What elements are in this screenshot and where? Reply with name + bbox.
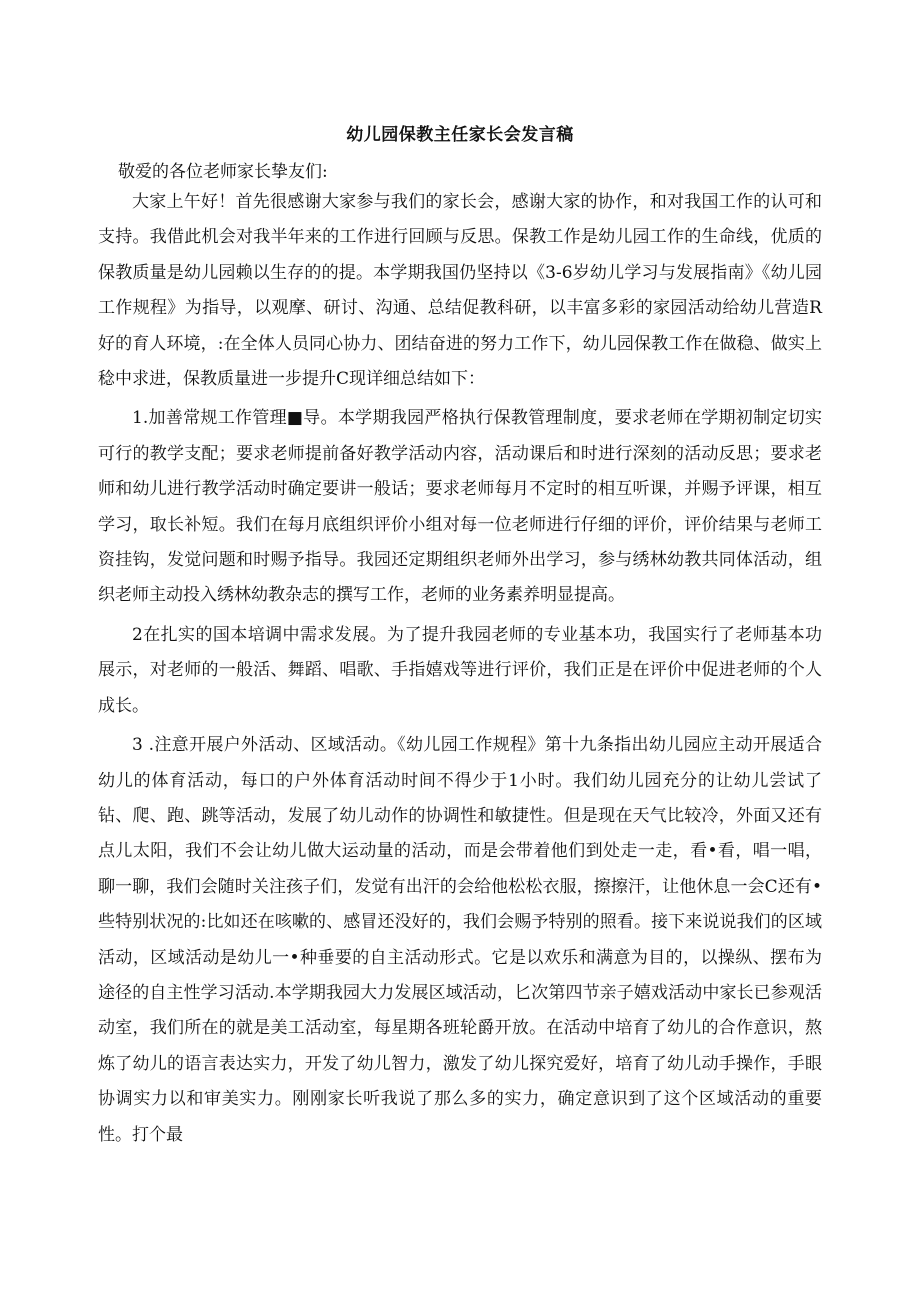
paragraph-section-1: 1.加善常规工作管理■导。本学期我园严格执行保教管理制度，要求老师在学期初制定切实可行的教学支配；要求老师提前备好教学活动内容，活动课后和时进行深刻的活动反思；要求老师和幼儿进行教学活动时确定要讲一般话；要求老师每月不定时的相互听课，并赐予评课，相互学习，取长补短。我们在每月底组织评价小组对每一位老师进行仔细的评价，评价结果与老师工资挂钩，发觉问题和时赐予指导。我园还定期组织老师外出学习，参与绣林幼教共同体活动，组织老师主动投入绣林幼教杂志的撰写工作，老师的业务素养明显提高。 (98, 408, 822, 606)
paragraph-section-3: 3 .注意开展户外活动、区域活动。《幼儿园工作规程》第十九条指出幼儿园应主动开展适合幼儿的体育活动，每口的户外体育活动时间不得少于1小时。我们幼儿园充分的让幼儿尝试了钻、爬、跑、跳等活动，发展了幼儿动作的协调性和敏捷性。但是现在天气比较冷，外面又还有点儿太阳，我们不会让幼儿做大运动量的活动，而是会带着他们到处走一走，看•看，唱一唱，聊一聊，我们会随时关注孩子们，发觉有出汗的会给他松松衣服，擦擦汗，让他休息一会C还有•些特别状况的:比如还在咳嗽的、感冒还没好的，我们会赐予特别的照看。接下来说说我们的区域活动，区域活动是幼儿一•种垂要的自主活动形式。它是以欢乐和满意为目的，以操纵、摆布为途径的自主性学习活动.本学期我园大力发展区域活动，匕次第四节亲子嬉戏活动中家长已参观活动室，我们所在的就是美工活动室，每星期各班轮爵开放。在活动中培育了幼儿的合作意识，熬炼了幼儿的语言表达实力，开发了幼儿智力，激发了幼儿探究爱好，培育了幼儿动手操作，手眼协调实力以和审美实力。刚刚家长听我说了那么多的实力，确定意识到了这个区域活动的重要性。打个最 (98, 735, 822, 1145)
greeting-line: 敬爱的各位老师家长挚友们: (118, 162, 328, 182)
document-title: 幼儿园保教主任家长会发言稿 (346, 125, 574, 145)
document-body (98, 185, 822, 1153)
paragraph-intro: 大家上午好！首先很感谢大家参与我们的家长会，感谢大家的协作，和对我国工作的认可和支持。我借此机会对我半年来的工作进行回顾与反思。保教工作是幼儿园工作的生命线，优质的保教质量是幼儿园赖以生存的的提。本学期我国仍坚持以《3-6岁幼儿学习与发展指南》《幼儿园工作规程》为指导，以观摩、研讨、沟通、总结促教科研，以丰富多彩的家园活动给幼儿营造R好的育人环境，:在全体人员同心协力、团结奋进的努力工作下，幼儿园保教工作在做稳、做实上稔中求进，保教质量进一步提升C现详细总结如下： (98, 192, 822, 390)
paragraph-section-2: 2在扎实的国本培调中需求发展。为了提升我园老师的专业基本功，我国实行了老师基本功展示，对老师的一般活、舞蹈、唱歌、手指嬉戏等进行评价，我们正是在评价中促进老师的个人成长。 (98, 624, 822, 716)
